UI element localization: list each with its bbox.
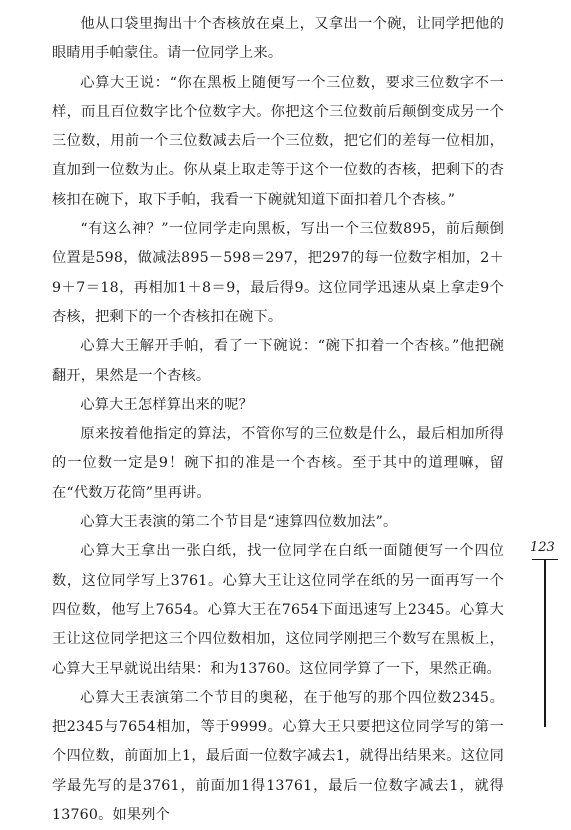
paragraph: 心算大王解开手帕，看了一下碗说：“碗下扣着一个杏核。”他把碗翻开，果然是一个杏核。 xyxy=(52,338,504,384)
paragraph: 心算大王表演的第二个节目是“速算四位数加法”。 xyxy=(80,514,398,531)
paragraph: 心算大王拿出一张白纸，找一位同学在白纸一面随便写一个四位数，这位同学写上3761。心算大王让这位同学在纸的另一面再写一个四位数，他写上7654。心算大王在7654下面迅速写上2345。心算大王让这位同学把这三个四位数相加，这位同学刚把三个数写在黑板上，心算大王早就说出结果：和为13760。这位同学算了一下，果然正确。 xyxy=(52,543,504,677)
paragraph: 原来按着他指定的算法，不管你写的三位数是什么，最后相加所得的一位数一定是9！碗下扣的准是一个杏核。至于其中的道理嘛，留在“代数万花筒”里再讲。 xyxy=(52,426,504,501)
margin-rule xyxy=(544,559,546,727)
paragraph: 心算大王说：“你在黑板上随便写一个三位数，要求三位数字不一样，而且百位数字比个位数字大。你把这个三位数前后颠倒变成另一个三位数，用前一个三位数减去后一个三位数，把它们的差每一位相加，直加到一位数为止。你从桌上取走等于这个一位数的杏核，把剩下的杏核扣在碗下，取下手帕，我看一下碗就知道下面扣着几个杏核。” xyxy=(52,74,504,208)
paragraph: 心算大王怎样算出来的呢？ xyxy=(80,396,254,413)
paragraph: 心算大王表演第二个节目的奥秘，在于他写的那个四位数2345。把2345与7654相加，等于9999。心算大王只要把这位同学写的第一个四位数，前面加上1，最后面一位数字减去1，就得出结果来。这位同学最先写的是3761，前面加1得13761，最后一位数字减去1，就得13760。如果列个 xyxy=(52,689,504,824)
page-body xyxy=(52,10,504,830)
paragraph: “有这么神？”一位同学走向黑板，写出一个三位数895，前后颠倒位置是598，做减法895－598＝297，把297的每一位数字相加，2＋9＋7＝18，再相加1＋8＝9，最后得9。这位同学迅速从桌上拿走9个杏核，把剩下的一个杏核扣在碗下。 xyxy=(52,221,504,325)
page-number-marker xyxy=(528,540,558,727)
paragraph: 他从口袋里掏出十个杏核放在桌上，又拿出一个碗，让同学把他的眼睛用手帕蒙住。请一位同学上来。 xyxy=(52,16,504,62)
page-number: 123 xyxy=(530,540,555,555)
